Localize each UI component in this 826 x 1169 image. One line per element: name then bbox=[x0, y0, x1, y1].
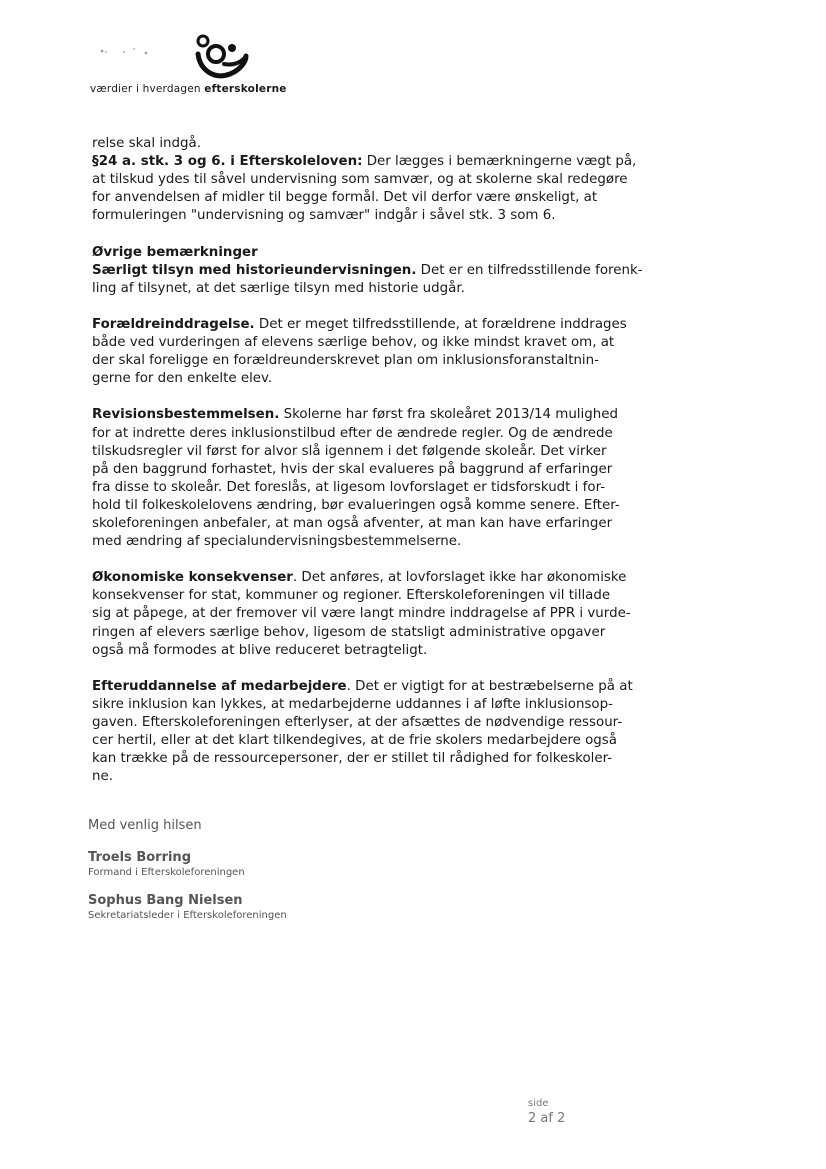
text-line: for anvendelsen af midler til begge formål. Det vil derfor være ønskeligt, at bbox=[92, 190, 598, 206]
paragraph-historieundervisning bbox=[92, 244, 644, 298]
paragraph-heading: Særligt tilsyn med historieundervisningen. bbox=[92, 262, 417, 278]
text-line: skoleforeningen anbefaler, at man også afventer, at man kan have erfaringer bbox=[92, 515, 613, 531]
text-line: relse skal indgå. bbox=[92, 136, 201, 151]
signature-block bbox=[88, 893, 287, 922]
page-label: side bbox=[528, 1098, 549, 1109]
text-line: konsekvenser for stat, kommuner og regioner. Efterskoleforeningen vil tillade bbox=[92, 588, 611, 604]
paragraph-foraeldreinddragelse bbox=[92, 316, 644, 388]
text-line: på den baggrund forhastet, hvis der skal evalueres på baggrund af erfaringer bbox=[92, 461, 613, 477]
text-fragment: Det er en tilfredsstillende forenk- bbox=[416, 262, 643, 278]
signatory-role: Formand i Efterskoleforeningen bbox=[88, 867, 245, 878]
signatory-role: Sekretariatsleder i Efterskoleforeningen bbox=[88, 910, 287, 921]
text-line: sig at påpege, at der fremover vil være langt mindre inddragelse af PPR i vurde- bbox=[92, 606, 631, 622]
paragraph-efteruddannelse bbox=[92, 678, 644, 787]
text-line: med ændring af specialundervisningsbestemmelserne. bbox=[92, 534, 462, 550]
text-line: både ved vurderingen af elevens særlige behov, og ikke mindst kravet om, at bbox=[92, 335, 615, 351]
letter-body bbox=[92, 135, 644, 804]
efterskolerne-logo bbox=[88, 34, 328, 98]
paragraph-heading: Forældreinddragelse. bbox=[92, 316, 255, 332]
text-line: sikre inklusion kan lykkes, at medarbejderne uddannes i af løfte inklusionsop- bbox=[92, 696, 613, 712]
text-line: kan trække på de ressourcepersoner, der er stillet til rådighed for folkeskoler- bbox=[92, 751, 613, 767]
text-fragment: Det er meget tilfredsstillende, at forældrene inddrages bbox=[254, 316, 627, 332]
text-line: tilskudsregler vil først for alvor slå igennem i det følgende skoleår. Det virker bbox=[92, 443, 607, 459]
text-line: der skal foreligge en forældreunderskrevet plan om inklusionsforanstaltnin- bbox=[92, 353, 599, 369]
page-number: 2 af 2 bbox=[528, 1111, 566, 1126]
text-line bbox=[92, 678, 644, 696]
text-line: ling af tilsynet, at det særlige tilsyn med historie udgår. bbox=[92, 280, 465, 296]
text-line bbox=[92, 316, 644, 334]
paragraph-heading: Økonomiske konsekvenser bbox=[92, 570, 293, 586]
paragraph-efterskoleloven bbox=[92, 135, 644, 225]
text-line: ringen af elevers særlige behov, ligesom de statsligt administrative opgaver bbox=[92, 624, 606, 640]
text-line bbox=[92, 262, 644, 280]
text-line: gerne for den enkelte elev. bbox=[92, 371, 273, 387]
logo-dots-icon bbox=[98, 46, 168, 56]
text-fragment: Skolerne har først fra skoleåret 2013/14 mulighed bbox=[279, 407, 618, 423]
logo-tagline bbox=[90, 83, 287, 95]
text-fragment: . Det er vigtigt for at bestræbelserne på at bbox=[346, 678, 633, 694]
text-line: gaven. Efterskoleforeningen efterlyser, at der afsættes de nødvendige ressour- bbox=[92, 715, 623, 730]
text-line bbox=[92, 569, 644, 587]
signatory-name: Sophus Bang Nielsen bbox=[88, 893, 243, 908]
text-fragment: . Det anføres, at lovforslaget ikke har økonomiske bbox=[292, 570, 627, 586]
text-line: cer hertil, eller at det klart tilkendegives, at de frie skolers medarbejdere også bbox=[92, 733, 617, 749]
logo-figures-icon bbox=[190, 34, 250, 82]
text-line: for at indrette deres inklusionstilbud efter de ændrede regler. Og de ændrede bbox=[92, 425, 613, 441]
paragraph-heading: Efteruddannelse af medarbejdere bbox=[92, 678, 347, 694]
signatory-name: Troels Borring bbox=[88, 850, 191, 865]
text-line bbox=[92, 406, 644, 424]
paragraph-oekonomiske-konsekvenser bbox=[92, 569, 644, 659]
text-line: også må formodes at blive reduceret betragteligt. bbox=[92, 642, 428, 658]
page-indicator bbox=[528, 1097, 565, 1127]
closing-greeting: Med venlig hilsen bbox=[88, 818, 202, 833]
paragraph-revisionsbestemmelsen bbox=[92, 406, 644, 551]
text-line bbox=[92, 153, 644, 171]
paragraph-heading: Revisionsbestemmelsen. bbox=[92, 407, 280, 423]
text-line: at tilskud ydes til såvel undervisning som samvær, og at skolerne skal redegøre bbox=[92, 172, 628, 188]
text-line: fra disse to skoleår. Det foreslås, at ligesom lovforslaget er tidsforskudt i for- bbox=[92, 479, 606, 495]
section-title: Øvrige bemærkninger bbox=[92, 244, 258, 260]
logo-tagline-bold: efterskolerne bbox=[204, 83, 287, 95]
signature-block bbox=[88, 850, 245, 879]
paragraph-heading: §24 a. stk. 3 og 6. i Efterskoleloven: bbox=[92, 154, 363, 170]
text-line: hold til folkeskolelovens ændring, bør evalueringen også komme senere. Efter- bbox=[92, 497, 620, 513]
text-line: formuleringen "undervisning og samvær" indgår i såvel stk. 3 som 6. bbox=[92, 208, 556, 224]
text-line: ne. bbox=[92, 769, 113, 785]
logo-tagline-regular: værdier i hverdagen bbox=[90, 83, 205, 95]
text-fragment: Der lægges i bemærkningerne vægt på, bbox=[362, 154, 637, 170]
